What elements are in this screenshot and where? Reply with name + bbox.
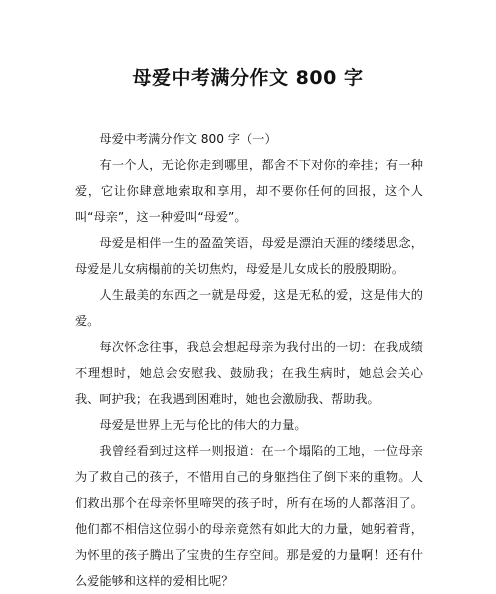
paragraph-5: 母爱是世界上无与伦比的伟大的力量。	[99, 418, 307, 432]
paragraph-3: 人生最美的东西之一就是母爱，这是无私的爱，这是伟大的爱。	[75, 288, 423, 328]
paragraph-1: 有一个人，无论你走到哪里，都舍不下对你的牵挂；有一种爱，它让你肆意地索取和享用，却不要你任何的回报，这个人叫“母亲”，这一种爱叫“母爱”。	[75, 158, 423, 224]
document-body	[75, 126, 423, 594]
paragraph-4: 每次怀念往事，我总会想起母亲为我付出的一切：在我成绩不理想时，她总会安慰我、鼓励我；在我生病时，她总会关心我、呵护我；在我遇到困难时，她也会激励我、帮助我。	[75, 340, 423, 406]
document-title: 母爱中考满分作文 800 字	[132, 67, 364, 89]
paragraph-2: 母爱是相伴一生的盈盈笑语，母爱是漂泊天涯的缕缕思念，母爱是儿女病榻前的关切焦灼，母爱是儿女成长的殷殷期盼。	[75, 236, 423, 276]
essay-subtitle: 母爱中考满分作文 800 字（一）	[99, 132, 277, 146]
paragraph-6: 我曾经看到过这样一则报道：在一个塌陷的工地，一位母亲为了救自己的孩子，不惜用自己的身躯挡住了倒下来的重物。人们救出那个在母亲怀里啼哭的孩子时，所有在场的人都落泪了。他们都不相信这位弱小的母亲竟然有如此大的力量，她躬着背，为怀里的孩子腾出了宝贵的生存空间。那是爱的力量啊！还有什么爱能够和这样的爱相比呢？	[75, 444, 423, 588]
